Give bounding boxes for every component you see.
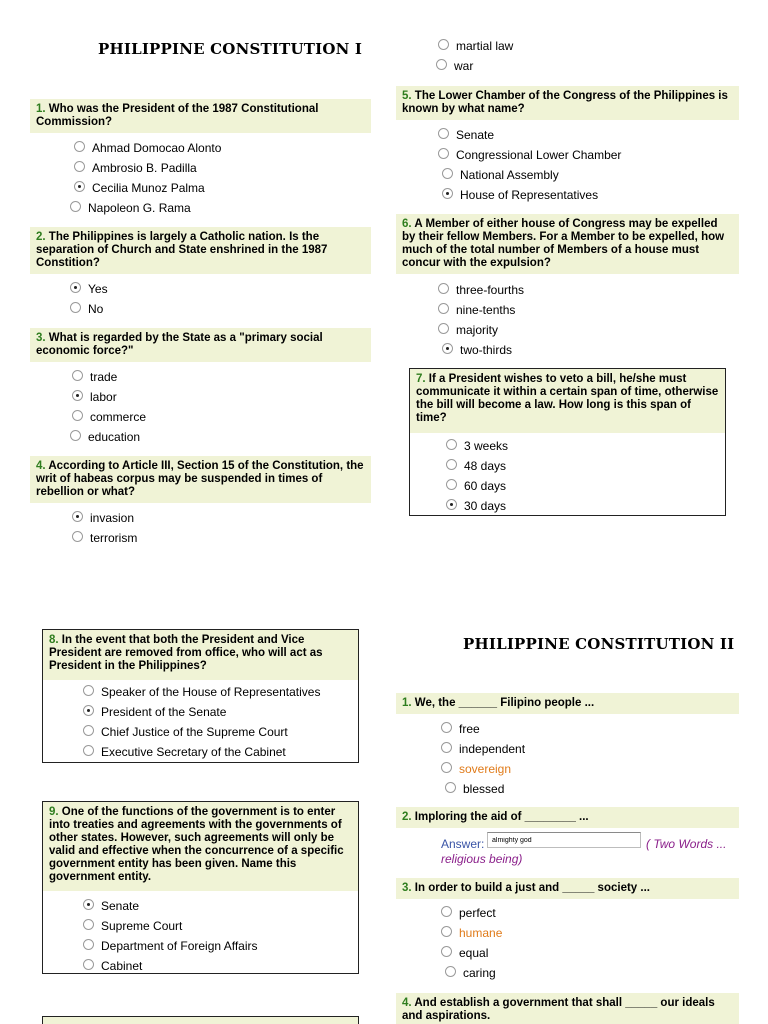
question-text: One of the functions of the government is to enter into treaties and agreements with the governments of other states. However, such agreements will only be valid and effective when the concurrence of a specific government entity has been given. Name this government entity. bbox=[49, 806, 344, 883]
option-label: Napoleon G. Rama bbox=[88, 201, 191, 215]
option-label: labor bbox=[90, 390, 117, 404]
radio-button[interactable] bbox=[83, 725, 94, 736]
radio-button[interactable] bbox=[445, 966, 456, 977]
answer-hint: ( Two Words ... religious being) bbox=[441, 837, 727, 866]
radio-button[interactable] bbox=[441, 946, 452, 957]
ii-question-3-heading bbox=[396, 878, 739, 899]
option-label: invasion bbox=[90, 511, 135, 525]
option-label: three-fourths bbox=[456, 283, 525, 297]
radio-button[interactable] bbox=[83, 959, 94, 970]
question-4-options bbox=[70, 508, 138, 548]
question-8-options bbox=[79, 682, 321, 762]
question-text: A Member of either house of Congress may be expelled by their fellow Members. For a Member to be expelled, how much of the total number of Members of a house must concur with the expulsion? bbox=[402, 218, 725, 269]
option[interactable] bbox=[438, 145, 621, 165]
radio-button[interactable] bbox=[72, 410, 83, 421]
question-text: If a President wishes to veto a bill, he/she must communicate it within a certain span of time, otherwise the bill will become a law. How long is this span of time? bbox=[416, 373, 719, 424]
question-number: 4. bbox=[402, 997, 412, 1009]
question-number: 2. bbox=[402, 811, 412, 823]
option[interactable] bbox=[441, 759, 525, 779]
option-label: Ahmad Domocao Alonto bbox=[92, 141, 222, 155]
doc1-title: PHILIPPINE CONSTITUTION I bbox=[98, 40, 363, 58]
question-text: In the event that both the President and Vice President are removed from office, who will act as President in the Philippines? bbox=[49, 634, 323, 672]
option[interactable] bbox=[83, 956, 258, 976]
radio-button-selected[interactable] bbox=[442, 343, 453, 354]
question-number: 3. bbox=[402, 882, 412, 894]
radio-button[interactable] bbox=[83, 939, 94, 950]
option-label: nine-tenths bbox=[456, 303, 516, 317]
question-4-options-continued bbox=[436, 36, 514, 76]
option[interactable] bbox=[438, 280, 524, 300]
option[interactable] bbox=[442, 340, 528, 360]
ii-question-1-heading bbox=[396, 693, 739, 714]
radio-button[interactable] bbox=[438, 148, 449, 159]
question-number: 3. bbox=[36, 332, 46, 344]
radio-button[interactable] bbox=[72, 370, 83, 381]
option-label: Cabinet bbox=[101, 959, 143, 973]
question-number: 2. bbox=[36, 231, 46, 243]
option-label: National Assembly bbox=[460, 168, 559, 182]
radio-button[interactable] bbox=[438, 303, 449, 314]
radio-button[interactable] bbox=[83, 745, 94, 756]
option[interactable] bbox=[72, 508, 137, 528]
question-7-heading bbox=[410, 369, 725, 433]
ii-question-3-options bbox=[436, 903, 503, 983]
question-6-options bbox=[436, 280, 525, 360]
option-label: Department of Foreign Affairs bbox=[101, 939, 258, 953]
question-text: The Lower Chamber of the Congress of the Philippines is known by what name? bbox=[402, 90, 728, 115]
question-6-heading bbox=[396, 214, 739, 274]
question-3-options bbox=[70, 367, 147, 447]
question-5-options bbox=[436, 125, 622, 205]
option-label: caring bbox=[463, 966, 496, 980]
option-label: Yes bbox=[88, 282, 108, 296]
question-text: What is regarded by the State as a "primary social economic force?" bbox=[36, 332, 323, 357]
option-label: majority bbox=[456, 323, 499, 337]
option[interactable] bbox=[83, 742, 320, 762]
option-label: free bbox=[459, 722, 480, 736]
option[interactable] bbox=[74, 178, 221, 198]
radio-button[interactable] bbox=[442, 168, 453, 179]
radio-button[interactable] bbox=[445, 782, 456, 793]
option[interactable] bbox=[441, 943, 502, 963]
option-label: 60 days bbox=[464, 479, 507, 493]
radio-button-selected[interactable] bbox=[83, 705, 94, 716]
option-label: Ambrosio B. Padilla bbox=[92, 161, 197, 175]
option[interactable] bbox=[441, 923, 502, 943]
question-1-options bbox=[70, 138, 222, 218]
option-label: commerce bbox=[90, 410, 147, 424]
option-label: blessed bbox=[463, 782, 505, 796]
radio-button[interactable] bbox=[74, 141, 85, 152]
option-label: 48 days bbox=[464, 459, 507, 473]
question-8-heading bbox=[43, 630, 358, 680]
question-5-heading bbox=[396, 86, 739, 120]
radio-button[interactable] bbox=[438, 283, 449, 294]
option-label: Executive Secretary of the Cabinet bbox=[101, 745, 286, 759]
ii-question-4-heading bbox=[396, 993, 739, 1024]
option-label: Supreme Court bbox=[101, 919, 183, 933]
option[interactable] bbox=[446, 456, 508, 476]
question-number: 1. bbox=[36, 103, 46, 115]
radio-button-selected[interactable] bbox=[442, 188, 453, 199]
radio-button[interactable] bbox=[83, 685, 94, 696]
question-9-options bbox=[79, 896, 258, 976]
answer-label: Answer: bbox=[441, 837, 485, 851]
option[interactable] bbox=[72, 367, 146, 387]
radio-button-selected[interactable] bbox=[72, 511, 83, 522]
option[interactable] bbox=[70, 427, 144, 447]
question-2-options bbox=[70, 279, 108, 319]
radio-button[interactable] bbox=[441, 926, 452, 937]
option[interactable] bbox=[438, 320, 524, 340]
option-label: 3 weeks bbox=[464, 439, 509, 453]
radio-button[interactable] bbox=[441, 742, 452, 753]
option[interactable] bbox=[70, 279, 108, 299]
question-text: Who was the President of the 1987 Constitutional Commission? bbox=[36, 103, 319, 128]
question-text: According to Article III, Section 15 of the Constitution, the writ of habeas corpus may be suspended in times of rebellion or what? bbox=[36, 460, 364, 498]
option[interactable] bbox=[83, 722, 320, 742]
option[interactable] bbox=[441, 903, 502, 923]
question-number: 8. bbox=[49, 634, 59, 646]
radio-button-selected[interactable] bbox=[83, 899, 94, 910]
radio-button[interactable] bbox=[438, 128, 449, 139]
question-number: 4. bbox=[36, 460, 46, 472]
option[interactable] bbox=[70, 198, 217, 218]
option[interactable] bbox=[74, 138, 221, 158]
option[interactable] bbox=[441, 719, 525, 739]
option[interactable] bbox=[83, 702, 320, 722]
question-7-options bbox=[444, 436, 509, 516]
option-label: education bbox=[88, 430, 141, 444]
question-10-box-partial bbox=[42, 1016, 359, 1024]
question-text: We, the ______ Filipino people ... bbox=[414, 697, 595, 709]
option-label: equal bbox=[459, 946, 489, 960]
option-label: war bbox=[454, 59, 474, 73]
option-label: perfect bbox=[459, 906, 496, 920]
radio-button[interactable] bbox=[83, 919, 94, 930]
option[interactable] bbox=[446, 436, 508, 456]
question-3-heading bbox=[30, 328, 371, 362]
question-text: Imploring the aid of ________ ... bbox=[414, 811, 589, 823]
ii-question-1-options bbox=[436, 719, 526, 799]
option-label: two-thirds bbox=[460, 343, 513, 357]
option[interactable] bbox=[442, 165, 625, 185]
option-label: 30 days bbox=[464, 499, 507, 513]
option[interactable] bbox=[438, 300, 524, 320]
question-number: 1. bbox=[402, 697, 412, 709]
option[interactable] bbox=[72, 407, 146, 427]
option[interactable] bbox=[74, 158, 221, 178]
question-number: 5. bbox=[402, 90, 412, 102]
option-label: House of Representatives bbox=[460, 188, 599, 202]
radio-button[interactable] bbox=[441, 722, 452, 733]
option-label: martial law bbox=[456, 39, 514, 53]
option-label: humane bbox=[459, 926, 503, 940]
radio-button[interactable] bbox=[70, 201, 81, 212]
option[interactable] bbox=[72, 528, 137, 548]
radio-button[interactable] bbox=[72, 531, 83, 542]
radio-button-selected[interactable] bbox=[446, 499, 457, 510]
radio-button[interactable] bbox=[446, 459, 457, 470]
radio-button[interactable] bbox=[70, 302, 81, 313]
option[interactable] bbox=[83, 916, 258, 936]
radio-button[interactable] bbox=[70, 430, 81, 441]
radio-button[interactable] bbox=[446, 479, 457, 490]
option-label: Chief Justice of the Supreme Court bbox=[101, 725, 288, 739]
option[interactable] bbox=[72, 387, 146, 407]
radio-button[interactable] bbox=[438, 323, 449, 334]
option-label: Speaker of the House of Representatives bbox=[101, 685, 321, 699]
option-label: No bbox=[88, 302, 104, 316]
option-label: President of the Senate bbox=[101, 705, 227, 719]
option-label: Congressional Lower Chamber bbox=[456, 148, 622, 162]
option[interactable] bbox=[442, 185, 625, 205]
option[interactable] bbox=[441, 739, 525, 759]
option[interactable] bbox=[446, 476, 508, 496]
radio-button-selected[interactable] bbox=[70, 282, 81, 293]
question-4-heading bbox=[30, 456, 371, 503]
question-number: 9. bbox=[49, 806, 59, 818]
question-number: 6. bbox=[402, 218, 412, 230]
radio-button[interactable] bbox=[436, 59, 447, 70]
option[interactable] bbox=[445, 963, 506, 983]
question-9-heading bbox=[43, 802, 358, 891]
question-1-heading bbox=[30, 99, 371, 133]
option-label: trade bbox=[90, 370, 118, 384]
radio-button[interactable] bbox=[74, 161, 85, 172]
question-text: The Philippines is largely a Catholic nation. Is the separation of Church and State enshrined in the 1987 Constition? bbox=[36, 231, 328, 269]
option[interactable] bbox=[83, 682, 320, 702]
option[interactable] bbox=[445, 779, 529, 799]
radio-button[interactable] bbox=[441, 762, 452, 773]
option[interactable] bbox=[83, 896, 258, 916]
option-label: Senate bbox=[101, 899, 140, 913]
question-2-heading bbox=[30, 227, 371, 274]
option-label: independent bbox=[459, 742, 526, 756]
option[interactable] bbox=[436, 56, 511, 76]
option[interactable] bbox=[70, 299, 108, 319]
question-text: In order to build a just and _____ society ... bbox=[414, 882, 650, 894]
question-text: And establish a government that shall _____ our ideals and aspirations. bbox=[402, 997, 715, 1022]
doc2-title: PHILIPPINE CONSTITUTION II bbox=[463, 635, 735, 653]
option-label: Senate bbox=[456, 128, 495, 142]
question-number: 7. bbox=[416, 373, 426, 385]
option[interactable] bbox=[438, 125, 621, 145]
option-label: terrorism bbox=[90, 531, 138, 545]
radio-button[interactable] bbox=[441, 906, 452, 917]
radio-button[interactable] bbox=[446, 439, 457, 450]
option[interactable] bbox=[438, 36, 513, 56]
option-label: sovereign bbox=[459, 762, 512, 776]
option[interactable] bbox=[446, 496, 508, 516]
option-label: Cecilia Munoz Palma bbox=[92, 181, 205, 195]
radio-button-selected[interactable] bbox=[74, 181, 85, 192]
radio-button[interactable] bbox=[438, 39, 449, 50]
option[interactable] bbox=[83, 936, 258, 956]
radio-button-selected[interactable] bbox=[72, 390, 83, 401]
ii-question-2-heading bbox=[396, 807, 739, 828]
